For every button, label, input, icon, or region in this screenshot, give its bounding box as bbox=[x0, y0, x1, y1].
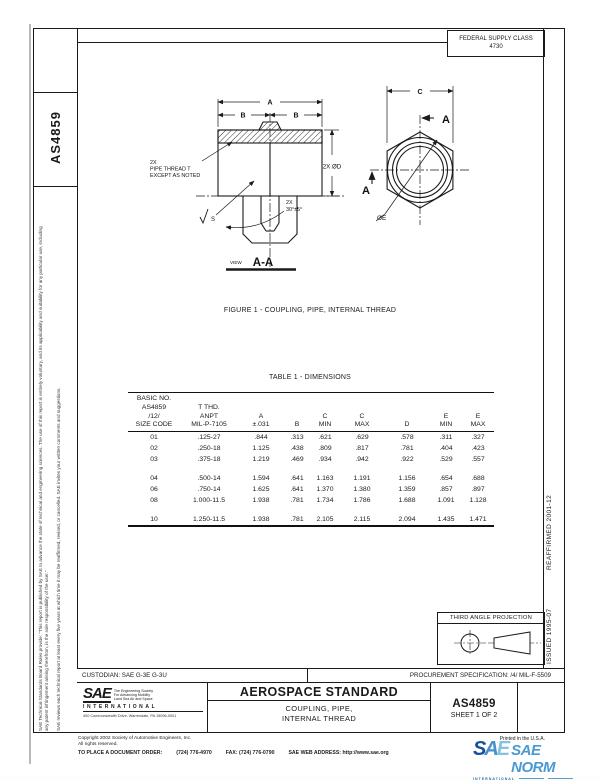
norm-letter-a: A bbox=[484, 738, 497, 760]
reaffirmed-date-vertical: REAFFIRMED 2001-12 bbox=[546, 494, 553, 570]
order-phone: (724) 776-4970 bbox=[176, 750, 212, 756]
doc-number-cell bbox=[431, 683, 518, 733]
table-header bbox=[128, 393, 494, 432]
angle-note-value: 30°±5° bbox=[286, 207, 303, 213]
table-cell: .125-27 bbox=[197, 434, 221, 442]
table-cell: 08 bbox=[150, 497, 158, 505]
table-cell: 1.938 bbox=[252, 497, 270, 505]
dim-c-label: C bbox=[417, 89, 423, 96]
table-cell: 1.125 bbox=[252, 445, 270, 453]
table-cell: .629 bbox=[355, 434, 369, 442]
table-cell: 1.000-11.5 bbox=[193, 497, 225, 505]
order-line bbox=[78, 750, 389, 756]
projection-cone bbox=[494, 632, 530, 654]
table-row bbox=[128, 443, 494, 454]
margin-review-text: SAE reviews each technical report at least every five years at which time it may be reaffirmed, revised, or cancelled. SAE invites your written comments and suggestions. bbox=[56, 387, 61, 731]
table-cell: .327 bbox=[471, 434, 485, 442]
thread-note-line3: EXCEPT AS NOTED bbox=[150, 173, 201, 179]
table-cell: .781 bbox=[290, 497, 304, 505]
table-cell: 06 bbox=[150, 486, 158, 494]
fax-label: FAX: (724) 776-0790 bbox=[225, 750, 275, 756]
inner-top-rule bbox=[77, 42, 447, 43]
sae-logo-cell bbox=[77, 683, 208, 733]
web-label: SAE WEB ADDRESS: http://www.sae.org bbox=[288, 750, 389, 756]
sae-norm-watermark bbox=[473, 740, 573, 781]
table-row bbox=[128, 473, 494, 484]
table-title: TABLE 1 - DIMENSIONS bbox=[268, 374, 352, 381]
table-cell: 2.115 bbox=[353, 516, 371, 524]
procurement-cell: PROCUREMENT SPECIFICATION: /4/ MIL-F-5509 bbox=[409, 672, 551, 679]
custodian-cell: CUSTODIAN: SAE G-3E G-3U bbox=[77, 669, 308, 682]
doc-number-vertical: AS4859 bbox=[48, 111, 63, 164]
section-arrow-a-top: A bbox=[442, 114, 450, 126]
sae-international: INTERNATIONAL bbox=[83, 703, 203, 712]
section-arrow-a-bottom: A bbox=[362, 185, 370, 197]
table-cell: .375-18 bbox=[197, 456, 221, 464]
table-cell: 1.471 bbox=[469, 516, 487, 524]
view-word: VIEW bbox=[230, 260, 242, 265]
scan-edge-shadow bbox=[29, 24, 31, 764]
table-cell: .557 bbox=[471, 456, 485, 464]
table-cell: 1.688 bbox=[398, 497, 416, 505]
printed-note: Printed in the U.S.A. bbox=[499, 736, 545, 742]
doc-number: AS4859 bbox=[452, 697, 496, 710]
table-cell: 03 bbox=[150, 456, 158, 464]
table-cell: .934 bbox=[318, 456, 332, 464]
margin-disclaimer-text: SAE Technical Standards Board Rules provide: "This report is published by SAE to advance the state of technical and engineering sciences. The use of this report is entirely voluntary, and its applicability and suitability for any particular use, including any patent infringement arising therefrom, is the sole responsibility of the user." bbox=[38, 226, 49, 731]
federal-supply-class-label: FEDERAL SUPPLY CLASS bbox=[459, 36, 533, 42]
table-cell: .781 bbox=[290, 516, 304, 524]
table-header-col: BASIC NO. AS4859 /12/ SIZE CODE bbox=[135, 395, 173, 429]
table-cell: 1.156 bbox=[398, 475, 416, 483]
tagline-line3: Land Sea Air and Space bbox=[113, 697, 153, 702]
standard-title-cell bbox=[208, 683, 431, 733]
table-body bbox=[128, 432, 494, 525]
table-cell: 1.380 bbox=[353, 486, 371, 494]
doc-title-line1: COUPLING, PIPE, bbox=[285, 704, 353, 713]
table-cell: 01 bbox=[150, 434, 158, 442]
norm-wordmark: SAE NORM bbox=[511, 742, 555, 776]
table-cell: .688 bbox=[471, 475, 485, 483]
dim-b-left-label: B bbox=[240, 112, 246, 120]
dim-d-label: 2X ØD bbox=[322, 163, 342, 171]
table-cell: 1.370 bbox=[316, 486, 334, 494]
table-row bbox=[128, 432, 494, 443]
third-angle-projection-box bbox=[437, 612, 545, 665]
norm-rule-right bbox=[548, 778, 573, 779]
figure-1-drawing bbox=[80, 55, 545, 307]
projection-symbol bbox=[438, 624, 544, 661]
norm-letter-e: E bbox=[496, 738, 509, 760]
table-header-col: E MIN bbox=[439, 412, 453, 429]
dim-a-label: A bbox=[267, 99, 273, 107]
table-cell: 2.105 bbox=[316, 516, 334, 524]
table-group-spacer bbox=[128, 506, 494, 514]
table-cell: .438 bbox=[290, 445, 304, 453]
table-cell: 1.734 bbox=[316, 497, 334, 505]
title-block bbox=[77, 683, 565, 733]
custodian-row bbox=[77, 668, 565, 683]
table-cell: .578 bbox=[400, 434, 414, 442]
table-row bbox=[128, 454, 494, 465]
surface-finish-symbol bbox=[200, 209, 208, 223]
projection-label: THIRD ANGLE PROJECTION bbox=[438, 613, 544, 624]
federal-supply-class-value: 4730 bbox=[489, 43, 503, 50]
issued-date-vertical: ISSUED 1995-07 bbox=[546, 608, 553, 664]
table-row bbox=[128, 484, 494, 495]
table-header-col: T THD. ANPT MIL-P-7105 bbox=[191, 403, 227, 429]
table-cell: .469 bbox=[290, 456, 304, 464]
figure-caption: FIGURE 1 - COUPLING, PIPE, INTERNAL THREAD bbox=[223, 307, 397, 314]
norm-international: INTERNATIONAL bbox=[473, 776, 516, 781]
table-cell: 1.250-11.5 bbox=[193, 516, 225, 524]
view-name: A-A bbox=[252, 257, 274, 269]
standard-type: AEROSPACE STANDARD bbox=[208, 683, 430, 701]
table-cell: 1.191 bbox=[353, 475, 371, 483]
table-cell: .250-18 bbox=[197, 445, 221, 453]
thread-note-line2: PIPE THREAD T bbox=[150, 166, 191, 173]
sheet-number: SHEET 1 OF 2 bbox=[450, 711, 498, 719]
table-cell: .844 bbox=[254, 434, 268, 442]
table-cell: .311 bbox=[439, 434, 453, 442]
table-cell: 2.094 bbox=[398, 516, 416, 524]
table-cell: .781 bbox=[400, 445, 414, 453]
table-cell: .529 bbox=[439, 456, 453, 464]
table-cell: 1.091 bbox=[437, 497, 455, 505]
table-cell: .404 bbox=[439, 445, 453, 453]
surface-finish-letter: S bbox=[211, 217, 216, 223]
table-cell: .817 bbox=[355, 445, 369, 453]
tagline-line2: For Advancing Mobility bbox=[113, 693, 150, 698]
table-cell: 1.163 bbox=[316, 475, 334, 483]
table-cell: 1.786 bbox=[353, 497, 371, 505]
table-cell: .750-14 bbox=[197, 486, 221, 494]
table-row bbox=[128, 495, 494, 506]
table-cell: 1.625 bbox=[252, 486, 270, 494]
table-cell: .809 bbox=[318, 445, 332, 453]
sae-address: 400 Commonwealth Drive, Warrendale, PA 15096-0001 bbox=[83, 713, 177, 718]
table-cell: 04 bbox=[150, 475, 158, 483]
table-cell: .641 bbox=[290, 486, 304, 494]
table-cell: .423 bbox=[471, 445, 485, 453]
table-cell: .313 bbox=[290, 434, 304, 442]
table-cell: .641 bbox=[290, 475, 304, 483]
table-header-col: D bbox=[404, 421, 410, 429]
dim-e-label: ØE bbox=[377, 215, 387, 222]
table-cell: .857 bbox=[439, 486, 453, 494]
table-cell: 1.594 bbox=[252, 475, 270, 483]
table-header-col: C MAX bbox=[354, 412, 370, 429]
sae-tagline bbox=[114, 687, 153, 702]
table-header-col: B bbox=[294, 421, 300, 429]
table-group-spacer bbox=[128, 465, 494, 473]
angle-note-2x: 2X bbox=[286, 200, 293, 206]
copyright-line: Copyright 2002 Society of Automotive Engineers, Inc. bbox=[78, 736, 192, 741]
table-cell: .942 bbox=[355, 456, 369, 464]
left-margin-divider bbox=[77, 28, 78, 668]
table-cell: 10 bbox=[150, 516, 158, 524]
norm-rule-left bbox=[519, 778, 544, 779]
dim-b-right-label: B bbox=[293, 112, 299, 120]
table-header-col: E MAX bbox=[470, 412, 486, 429]
table-cell: 1.219 bbox=[252, 456, 270, 464]
table-header-col: A ±.031 bbox=[252, 412, 270, 429]
table-cell: 1.359 bbox=[398, 486, 416, 494]
thread-note-2x: 2X bbox=[150, 160, 157, 166]
doc-title-line2: INTERNAL THREAD bbox=[281, 713, 357, 723]
table-cell: .500-14 bbox=[197, 475, 221, 483]
table-cell: .922 bbox=[400, 456, 414, 464]
table-cell: .897 bbox=[471, 486, 485, 494]
table-cell: 1.938 bbox=[252, 516, 270, 524]
table-header-col: C MIN bbox=[318, 412, 332, 429]
table-cell: .654 bbox=[439, 475, 453, 483]
empty-cell bbox=[518, 683, 565, 733]
table-cell: 1.435 bbox=[437, 516, 455, 524]
federal-supply-class-box bbox=[447, 30, 545, 57]
table-row bbox=[128, 514, 494, 525]
norm-letter-s: S bbox=[473, 738, 485, 760]
order-label: TO PLACE A DOCUMENT ORDER: bbox=[78, 750, 163, 756]
dimensions-table bbox=[128, 392, 494, 527]
table-cell: .621 bbox=[318, 434, 332, 442]
table-cell: 02 bbox=[150, 445, 158, 453]
tagline-line1: The Engineering Society bbox=[113, 689, 153, 693]
table-cell: 1.128 bbox=[469, 497, 487, 505]
sae-logo: SAE bbox=[83, 685, 111, 702]
rights-line: All rights reserved. bbox=[78, 742, 118, 747]
norm-logo-letters bbox=[473, 740, 508, 758]
